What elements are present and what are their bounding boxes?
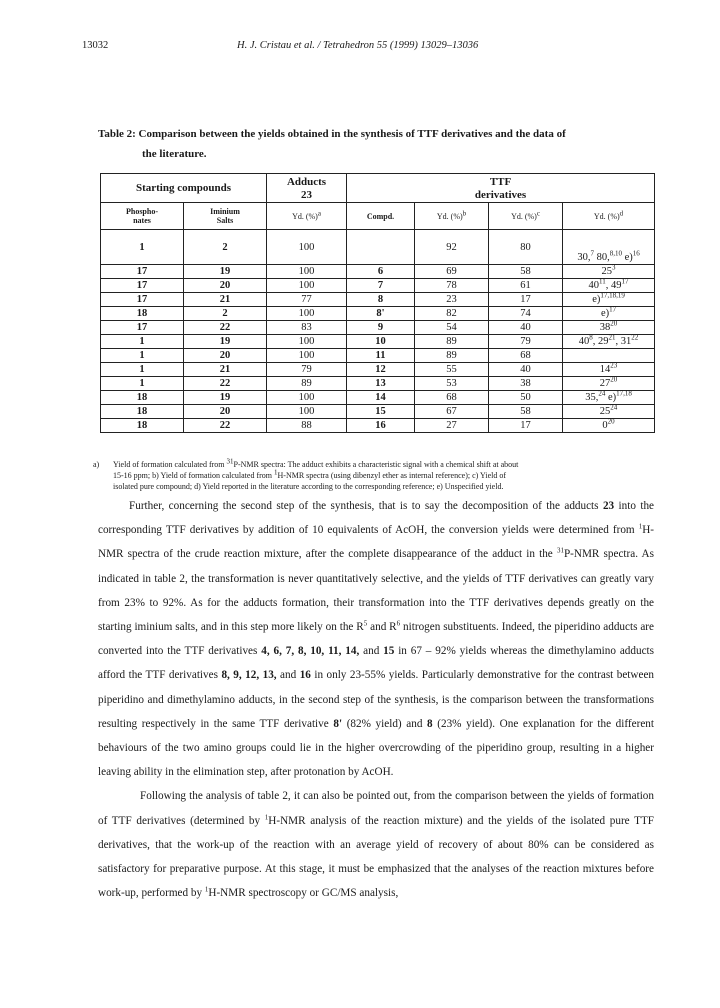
cell-yield-literature [563,391,655,405]
col-iminium-salts [184,203,267,230]
compound-ref: 8, 9, 12, 13, [221,669,277,682]
group-adducts [267,174,347,203]
footnote-text: Yield of formation calculated from [113,460,227,469]
cell-yield-b: 55 [415,363,489,377]
isotope-sup: 31 [556,546,564,555]
col-adduct-yield [267,203,347,230]
col-adduct-yield-mark: a [317,208,321,217]
cell-phosphonate: 18 [101,405,184,419]
text-run: P-NMR spectra. As indicated in table 2, the transformation is never quantitatively selective, and the yields of TTF derivatives can greatly vary from 23% to 92%. As for the adducts formation, their transformation into the TTF derivatives depends greatly on the starting iminium salts, and in this step more likely on the R [98,548,654,634]
text-run: (23% yield). One explanation for the different behaviours of the two amino groups could lie in the higher overcrowding of the piperidino group, resulting in a higher leaving ability in the elimination step, after protonation by AcOH. [98,717,654,779]
cell-yield-literature [563,279,655,293]
compound-ref: 8' [333,717,343,730]
group-ttf-line2: derivatives [474,189,527,201]
cell-yield-b: 82 [415,307,489,321]
cell-yield-b: 27 [415,419,489,433]
cell-phosphonate: 18 [101,391,184,405]
lit-ref: 21 [608,333,616,342]
group-starting-compounds: Starting compounds [101,174,267,203]
cell-yield-b: 67 [415,405,489,419]
cell-iminium: 20 [184,279,267,293]
isotope-sup: 1 [638,522,643,531]
table-row [101,335,655,349]
text-run: and R [367,621,397,634]
table-row [101,230,655,265]
cell-yield-literature [563,419,655,433]
text-run: Following the analysis of table 2, it can also be pointed out, from the comparison between the yields of formation of TTF derivatives (determined by [98,790,654,827]
cell-yield-b: 68 [415,391,489,405]
footnote-sup: 31 [226,457,234,466]
cell-phosphonate: 1 [101,349,184,363]
cell-compound: 8 [347,293,415,307]
lit-part: 25 [601,266,613,277]
col-yield-c [489,203,563,230]
footnote-text: 15-16 ppm; b) Yield of formation calculated from [113,471,274,480]
cell-adduct-yield: 100 [267,265,347,279]
lit-ref: 22 [631,333,639,342]
cell-adduct-yield: 100 [267,307,347,321]
lit-part: 14 [599,364,611,375]
table-row [101,391,655,405]
page-number: 13032 [82,40,109,51]
cell-yield-literature [563,230,655,265]
lit-part: 40 [588,280,600,291]
cell-adduct-yield: 100 [267,335,347,349]
cell-adduct-yield: 77 [267,293,347,307]
compound-ref: 8 [427,717,433,730]
lit-part: e) [621,252,633,263]
cell-phosphonate: 1 [101,363,184,377]
table-row [101,377,655,391]
substituent-sup: 5 [363,619,368,628]
lit-ref: 17 [621,277,629,286]
col-adduct-yield-label: Yd. (%) [292,211,318,221]
cell-compound: 16 [347,419,415,433]
cell-yield-b: 92 [415,230,489,265]
cell-phosphonate: 17 [101,321,184,335]
table-row [101,349,655,363]
body-text [98,494,654,905]
text-run: into the corresponding TTF derivatives by addition of 10 equivalents of AcOH, the conversion yields were determined from [98,500,654,537]
cell-phosphonate: 17 [101,279,184,293]
col-yield-literature [563,203,655,230]
text-run: H-NMR spectroscopy or GC/MS analysis, [208,887,399,900]
cell-yield-literature [563,377,655,391]
table-footnotes [93,459,663,492]
cell-yield-c: 17 [489,293,563,307]
group-ttf-derivatives [347,174,655,203]
cell-yield-literature [563,405,655,419]
paragraph [98,494,654,784]
table-caption-line2: the literature. [142,148,207,160]
col-compound: Compd. [347,203,415,230]
cell-phosphonate: 17 [101,265,184,279]
cell-yield-literature [563,335,655,349]
text-run: in 67 – 92% yields whereas the dimethylamino adducts afford the TTF derivatives [98,645,654,682]
lit-part: 0 [602,420,608,431]
col-phosphonates-line2: nates [133,216,151,225]
table-row [101,419,655,433]
cell-yield-b: 23 [415,293,489,307]
text-run: and [276,669,300,682]
lit-ref: 20 [610,375,618,384]
footnote-marker: a) [93,460,100,469]
cell-yield-c: 68 [489,349,563,363]
text-run: nitrogen substituents. Indeed, the piperidino adducts are converted into the TTF derivatives [98,621,654,658]
cell-compound: 10 [347,335,415,349]
cell-compound: 15 [347,405,415,419]
lit-ref: 23 [610,361,618,370]
table-row [101,279,655,293]
lit-part: 35, [585,392,599,403]
footnote-text: P-NMR spectra: The adduct exhibits a characteristic signal with a chemical shift at about [233,460,519,469]
group-adducts-line2: 23 [301,189,313,201]
cell-compound: 6 [347,265,415,279]
cell-adduct-yield: 100 [267,279,347,293]
compound-ref: 16 [299,669,311,682]
cell-yield-b: 89 [415,335,489,349]
lit-ref: 17 [609,305,617,314]
cell-compound: 7 [347,279,415,293]
col-phosphonates-line1: Phospho- [125,207,158,216]
lit-ref: 24 [610,403,618,412]
col-yield-b-mark: b [462,208,467,217]
cell-iminium: 22 [184,321,267,335]
lit-ref: 20 [607,417,615,426]
lit-part: , 31 [615,336,632,347]
group-adducts-line1: Adducts [286,176,327,188]
cell-yield-c: 50 [489,391,563,405]
substituent-sup: 6 [396,619,401,628]
cell-yield-b: 53 [415,377,489,391]
lit-part: 30, [577,252,591,263]
cell-phosphonate: 18 [101,419,184,433]
footnote-line: isolated pure compound; d) Yield reported in the literature according to the corresponding reference; e) Unspecified yield. [113,482,504,491]
cell-yield-literature [563,349,655,363]
cell-yield-c: 58 [489,265,563,279]
cell-yield-literature [563,293,655,307]
cell-yield-b: 89 [415,349,489,363]
table-row [101,265,655,279]
col-yield-c-label: Yd. (%) [511,211,537,221]
table-caption-line1: Table 2: Comparison between the yields obtained in the synthesis of TTF derivatives and the data of [98,128,566,140]
cell-iminium: 19 [184,335,267,349]
col-iminium-line1: Iminium [210,207,240,216]
paragraph [98,784,654,905]
group-ttf-line1: TTF [489,176,512,188]
cell-adduct-yield: 100 [267,349,347,363]
cell-adduct-yield: 100 [267,391,347,405]
table-row [101,321,655,335]
cell-phosphonate: 18 [101,307,184,321]
cell-compound: 13 [347,377,415,391]
cell-yield-literature [563,265,655,279]
cell-iminium: 21 [184,363,267,377]
cell-adduct-yield: 79 [267,363,347,377]
cell-yield-b: 78 [415,279,489,293]
col-yield-literature-label: Yd. (%) [593,211,620,221]
running-head: H. J. Cristau et al. / Tetrahedron 55 (1999) 13029–13036 [237,40,479,51]
compound-ref: 15 [383,645,395,658]
cell-iminium: 21 [184,293,267,307]
lit-ref: 11 [599,277,606,286]
table-group-header [101,174,655,203]
table-row [101,293,655,307]
text-run: (82% yield) and [342,717,428,730]
cell-iminium: 22 [184,377,267,391]
text-run: H-NMR spectra of the crude reaction mixture, after the complete disappearance of the adduct in the [98,524,654,561]
cell-yield-c: 61 [489,279,563,293]
cell-phosphonate: 1 [101,377,184,391]
lit-part: 27 [599,378,611,389]
table-row [101,405,655,419]
cell-adduct-yield: 88 [267,419,347,433]
cell-compound: 12 [347,363,415,377]
lit-part: e) [600,308,610,319]
cell-adduct-yield: 89 [267,377,347,391]
cell-yield-c: 17 [489,419,563,433]
table-column-header [101,203,655,230]
text-run: Further, concerning the second step of the synthesis, that is to say the decomposition of the adducts [129,500,603,512]
lit-part: 40 [578,336,590,347]
cell-iminium: 2 [184,230,267,265]
cell-yield-b: 54 [415,321,489,335]
yields-table [100,173,655,433]
cell-adduct-yield: 100 [267,405,347,419]
table-caption [98,124,658,164]
cell-yield-b: 69 [415,265,489,279]
cell-iminium: 19 [184,391,267,405]
lit-ref: 3 [612,263,616,272]
col-yield-literature-mark: d [619,208,624,217]
col-iminium-line2: Salts [216,216,234,225]
lit-part: , 49 [605,280,622,291]
lit-ref: 8,10 [609,249,622,258]
compound-ref: 23 [602,500,615,512]
cell-compound: 11 [347,349,415,363]
cell-yield-literature [563,307,655,321]
compound-ref: 4, 6, 7, 8, 10, 11, 14, [261,645,360,658]
cell-iminium: 22 [184,419,267,433]
footnote-text: H-NMR spectra (using dibenzyl ether as internal reference); c) Yield of [277,471,506,480]
cell-iminium: 2 [184,307,267,321]
isotope-sup: 1 [204,885,209,894]
cell-yield-c: 79 [489,335,563,349]
lit-part: , 29 [592,336,609,347]
cell-compound: 9 [347,321,415,335]
cell-iminium: 20 [184,349,267,363]
lit-ref: 8 [589,333,593,342]
lit-ref: 7 [590,249,594,258]
cell-yield-literature [563,321,655,335]
col-yield-b-label: Yd. (%) [436,211,463,221]
lit-part: 38 [599,322,611,333]
cell-adduct-yield: 100 [267,230,347,265]
lit-ref: 17,18,19 [600,291,625,300]
text-run: H-NMR analysis of the reaction mixture) and the yields of the isolated pure TTF derivatives, that the work-up of the reaction with an average yield of recovery of about 80% can be considered as satisfactory for preparative purpose. At this stage, it must be emphasized that the analyses of the reaction mixtures before work-up, performed by [98,814,655,900]
table-row [101,307,655,321]
cell-yield-c: 58 [489,405,563,419]
col-phosphonates [101,203,184,230]
lit-ref: 24 [598,389,606,398]
text-run: in only 23-55% yields. Particularly demonstrative for the contrast between piperidino and dimethylamino adducts, in the second step of the synthesis, is the comparison between the transformations resulting respectively in the same TTF derivative [98,669,655,730]
footnote-line [93,470,663,481]
cell-phosphonate: 1 [101,335,184,349]
lit-ref: 17,18 [616,389,632,398]
isotope-sup: 1 [264,812,269,821]
cell-compound: 14 [347,391,415,405]
cell-iminium: 20 [184,405,267,419]
lit-part: e) [592,294,601,305]
text-run: and [359,645,384,658]
cell-yield-c: 74 [489,307,563,321]
lit-part: 25 [599,406,611,417]
cell-yield-literature [563,363,655,377]
lit-ref: 16 [632,249,640,258]
cell-yield-c: 40 [489,321,563,335]
cell-phosphonate: 17 [101,293,184,307]
cell-phosphonate: 1 [101,230,184,265]
cell-adduct-yield: 83 [267,321,347,335]
footnote-sup: 1 [274,468,278,477]
lit-part: e) [605,392,617,403]
cell-compound [347,230,415,265]
lit-part: 80, [593,252,610,263]
cell-yield-c: 40 [489,363,563,377]
cell-yield-c: 80 [489,230,563,265]
cell-yield-c: 38 [489,377,563,391]
cell-compound: 8' [347,307,415,321]
col-yield-c-mark: c [536,208,540,217]
lit-ref: 20 [610,319,618,328]
footnote-line [93,459,663,470]
table-row [101,363,655,377]
col-yield-b [415,203,489,230]
cell-iminium: 19 [184,265,267,279]
